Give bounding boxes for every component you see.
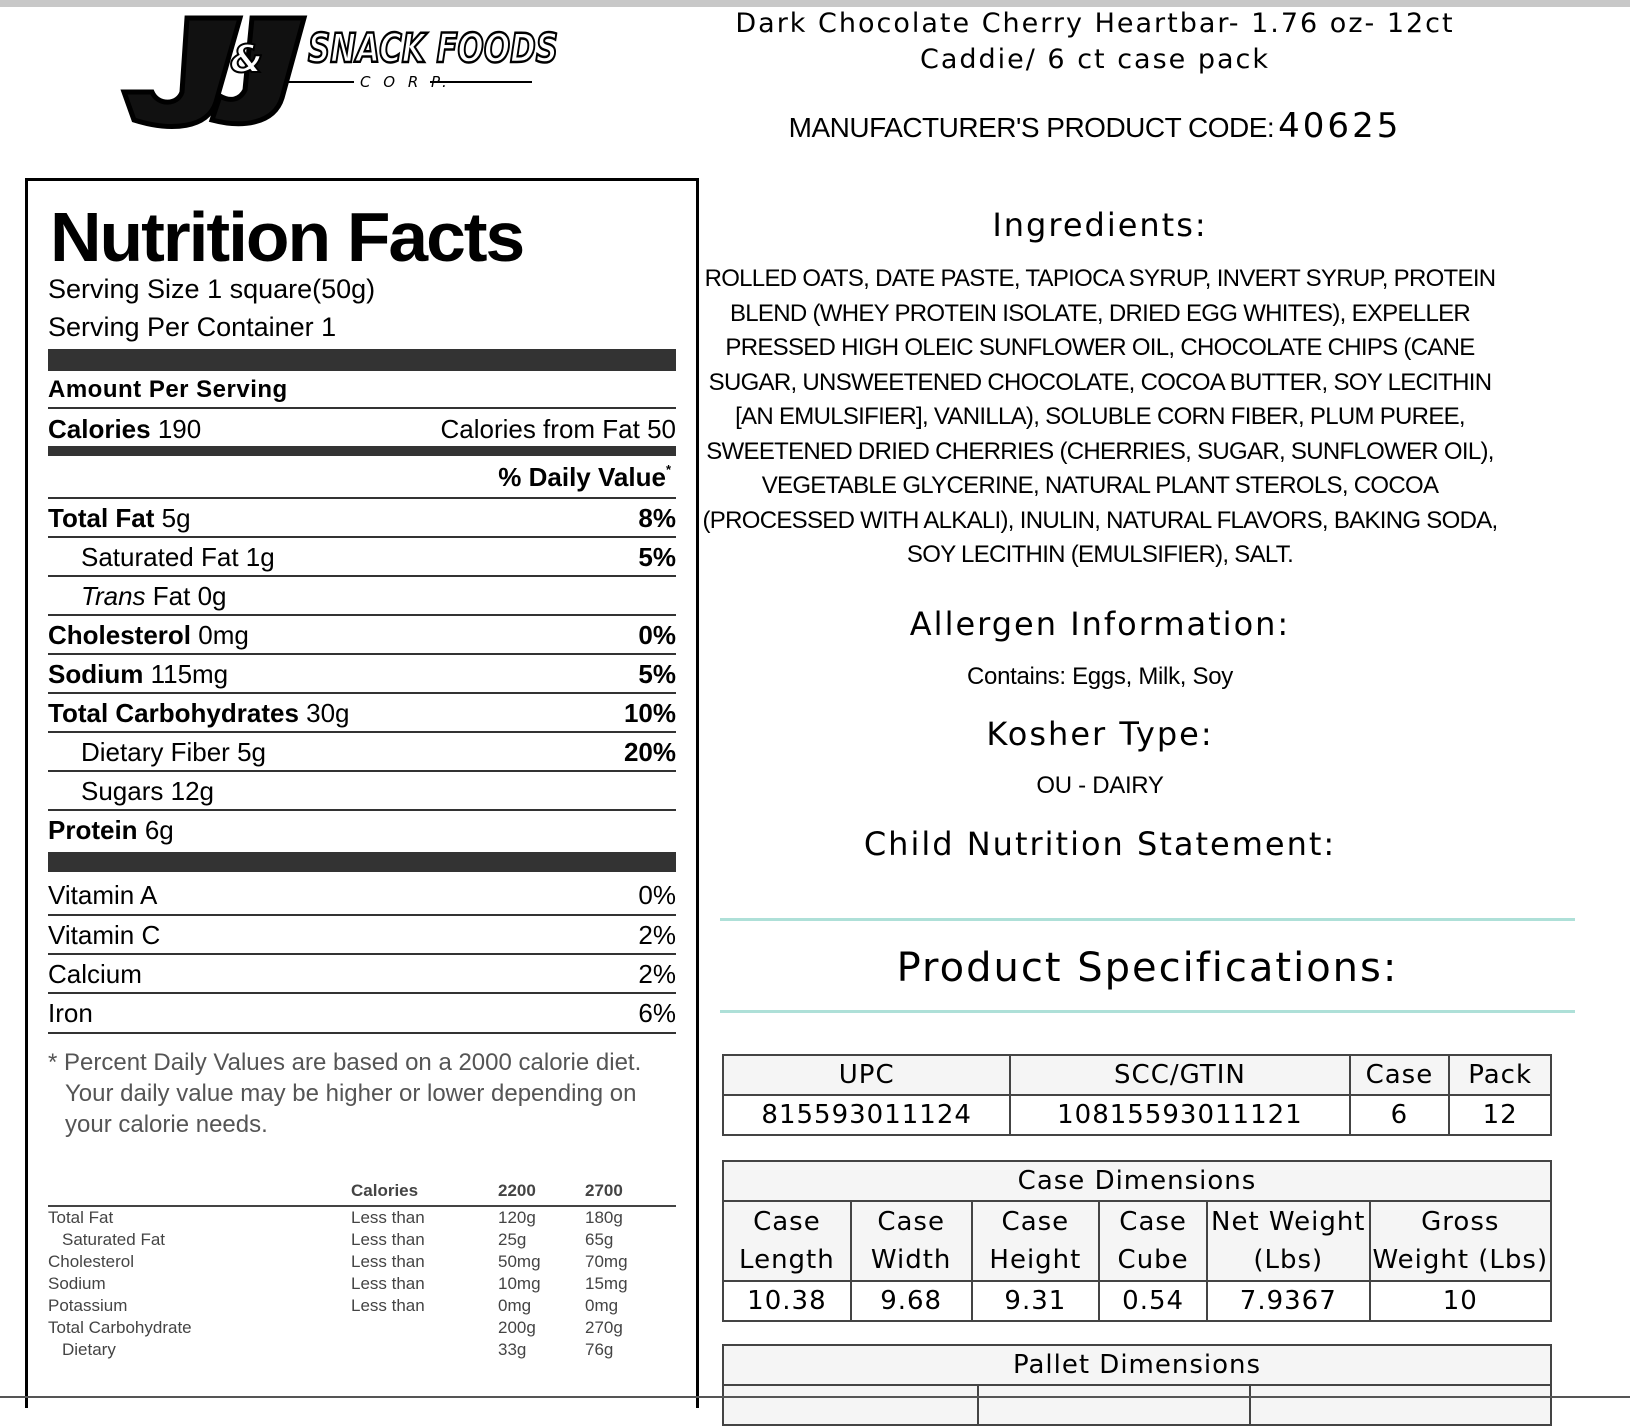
product-code — [700, 106, 1490, 146]
thick-rule — [48, 349, 676, 371]
case-cube-value: 0.54 — [1099, 1281, 1207, 1321]
rule — [48, 809, 676, 811]
servings-per-container: Serving Per Container 1 — [48, 312, 337, 342]
scc-gtin-value: 10815593011121 — [1010, 1095, 1349, 1135]
daily-value-header: % Daily Value* — [498, 462, 671, 492]
svg-text:C O R P.: C O R P. — [360, 73, 451, 91]
upc-value: 815593011124 — [723, 1095, 1010, 1135]
rule — [48, 536, 676, 538]
pallet-col — [723, 1385, 978, 1425]
case-cube-header: Case Cube — [1099, 1201, 1207, 1281]
case-header: Case — [1350, 1055, 1450, 1095]
case-width-header: Case Width — [851, 1201, 972, 1281]
case-height-header: Case Height — [972, 1201, 1100, 1281]
divider — [720, 1010, 1575, 1013]
rule — [48, 575, 676, 577]
product-code-value: 40625 — [1278, 106, 1402, 146]
product-title: Dark Chocolate Cherry Heartbar- 1.76 oz- 12ct Caddie/ 6 ct case pack — [735, 8, 1455, 75]
scc-gtin-header: SCC/GTIN — [1010, 1055, 1349, 1095]
net-weight-header: Net Weight (Lbs) — [1207, 1201, 1370, 1281]
calories-label: Calories — [48, 414, 151, 444]
rule — [48, 731, 676, 733]
case-dimensions-table — [722, 1160, 1552, 1322]
rule — [48, 914, 676, 916]
nutrition-facts-title: Nutrition Facts — [50, 198, 524, 276]
kosher-heading: Kosher Type: — [986, 715, 1214, 753]
thick-rule — [48, 852, 676, 872]
rule — [48, 953, 676, 955]
product-specifications-heading: Product Specifications: — [896, 945, 1399, 991]
case-width-value: 9.68 — [851, 1281, 972, 1321]
product-id-table — [722, 1054, 1552, 1136]
net-weight-value: 7.9367 — [1207, 1281, 1370, 1321]
reference-table-header: Calories 2200 2700 — [351, 1181, 623, 1200]
svg-text:&: & — [230, 37, 264, 81]
allergen-text: Contains: Eggs, Milk, Soy — [967, 663, 1233, 690]
bottom-border — [0, 1396, 1630, 1398]
product-code-label: MANUFACTURER'S PRODUCT CODE: — [788, 112, 1275, 143]
kosher-text: OU - DAIRY — [1036, 772, 1164, 799]
allergen-heading: Allergen Information: — [909, 605, 1291, 643]
amount-per-serving: Amount Per Serving — [48, 376, 288, 403]
pallet-dimensions-table — [722, 1344, 1552, 1426]
case-length-value: 10.38 — [723, 1281, 851, 1321]
daily-value-footnote: * Percent Daily Values are based on a 2000 calorie diet. Your daily value may be higher or lower depending on your calorie needs. — [48, 1049, 642, 1138]
calories-value: 190 — [157, 414, 202, 444]
pallet-col — [978, 1385, 1249, 1425]
case-height-value: 9.31 — [972, 1281, 1100, 1321]
rule — [48, 1032, 676, 1034]
rule — [48, 1205, 676, 1207]
serving-size: Serving Size 1 square(50g) — [48, 274, 376, 304]
case-length-header: Case Length — [723, 1201, 851, 1281]
child-nutrition-heading: Child Nutrition Statement: — [863, 825, 1337, 863]
medium-rule — [48, 446, 676, 456]
divider — [720, 918, 1575, 921]
logo-brand-text: SNACK FOODS — [308, 26, 558, 72]
gross-weight-header: Gross Weight (Lbs) — [1370, 1201, 1551, 1281]
brand-logo — [112, 10, 572, 135]
rule — [48, 653, 676, 655]
pack-value: 12 — [1449, 1095, 1551, 1135]
case-value: 6 — [1350, 1095, 1450, 1135]
ingredients-text: ROLLED OATS, DATE PASTE, TAPIOCA SYRUP, INVERT SYRUP, PROTEIN BLEND (WHEY PROTEIN ISOLATE, DRIED EGG WHITES), EXPELLER PRESSED HIGH OLEIC SUNFLOWER OIL, CHOCOLATE CHIPS (CANE SUGAR, UNSWEETENED CHOCOLATE, COCOA BUTTER, SOY LECITHIN [AN EMULSIFIER], VANILLA), SOLUBLE CORN FIBER, PLUM PUREE, SWEETENED DRIED CHERRIES (CHERRIES, SUGAR, SUNFLOWER OIL), VEGETABLE GLYCERINE, NATURAL PLANT STEROLS, COCOA (PROCESSED WITH ALKALI), INULIN, NATURAL FLAVORS, BAKING SODA, SOY LECITHIN (EMULSIFIER), SALT. — [702, 265, 1498, 568]
calories-from-fat: Calories from Fat 50 — [440, 414, 676, 444]
rule — [48, 770, 676, 772]
ingredients-heading: Ingredients: — [992, 206, 1208, 244]
case-dimensions-title: Case Dimensions — [723, 1161, 1551, 1201]
nutrition-facts-panel: Nutrition Facts Serving Size 1 square(50g) Serving Per Container 1 Amount Per Serving Calories 190 Calories from Fat 50 % Daily Value* Total Fat 5g 8% Saturated Fat 1g 5% Trans Fat 0g Cholesterol 0mg 0% Sodium 115mg 5% Total Carbohydrates 30g 10% Dietary Fiber 5g 20% Sugars 12g Protein 6g Vitamin A 0% Vitamin C 2% Calcium 2% Iron 6% * Percent Daily Values are based on a 2000 calorie diet. Your daily value may be higher or lower depending on your calorie needs. Calories 2200 2700 Total Fat Less than 120g 180g Saturated Fat Less than 25g 65g Cholesterol Less than 50mg 70mg Sodium Less than 10mg 15mg Potassium Less than 0mg 0mg Total Carbohydrate 200g 270g Dietary 33g 76g — [25, 178, 699, 1408]
gross-weight-value: 10 — [1370, 1281, 1551, 1321]
rule — [48, 407, 676, 409]
pallet-dimensions-title: Pallet Dimensions — [723, 1345, 1551, 1385]
pallet-col — [1250, 1385, 1551, 1425]
upc-header: UPC — [723, 1055, 1010, 1095]
rule — [48, 614, 676, 616]
rule — [48, 692, 676, 694]
rule — [48, 497, 676, 499]
rule — [48, 992, 676, 994]
pack-header: Pack — [1449, 1055, 1551, 1095]
